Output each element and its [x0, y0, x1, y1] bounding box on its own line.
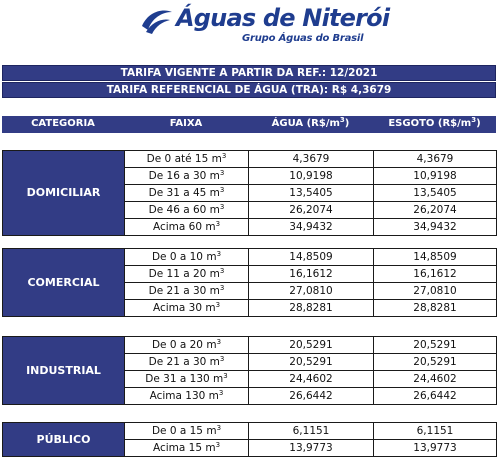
faixa-unit-sup: 3: [219, 203, 225, 211]
faixa-cell: [125, 337, 249, 354]
faixa-unit-sup: 3: [219, 186, 225, 194]
esgoto-value-cell: 4,3679: [374, 151, 497, 168]
table-row: [3, 151, 497, 168]
faixa-cell: [125, 151, 249, 168]
faixa-text: Acima 130 m: [149, 390, 219, 402]
agua-value-cell: 26,2074: [249, 202, 374, 219]
faixa-cell: [125, 440, 249, 457]
faixa-unit-sup: 3: [216, 250, 222, 258]
esgoto-value-cell: 16,1612: [374, 266, 497, 283]
faixa-text: De 16 a 30 m: [148, 170, 220, 182]
column-header-categoria: CATEGORIA: [31, 118, 95, 129]
faixa-text: De 31 a 45 m: [148, 187, 220, 199]
faixa-unit-sup: 3: [216, 424, 222, 432]
column-header-row: [2, 116, 496, 133]
faixa-text: Acima 15 m: [152, 442, 216, 454]
faixa-text: De 0 até 15 m: [146, 153, 222, 165]
faixa-cell: [125, 354, 249, 371]
faixa-cell: [125, 168, 249, 185]
esgoto-value-cell: 27,0810: [374, 283, 497, 300]
agua-value-cell: 20,5291: [249, 337, 374, 354]
esgoto-value-cell: 6,1151: [374, 423, 497, 440]
esgoto-header-text: ESGOTO (R$/m: [388, 118, 472, 129]
agua-value-cell: 13,5405: [249, 185, 374, 202]
esgoto-value-cell: 34,9432: [374, 219, 497, 236]
faixa-text: Acima 60 m: [152, 221, 216, 233]
faixa-cell: [125, 266, 249, 283]
faixa-text: De 11 a 20 m: [148, 268, 220, 280]
esgoto-value-cell: 13,9773: [374, 440, 497, 457]
faixa-unit-sup: 3: [219, 284, 225, 292]
table-row: [3, 337, 497, 354]
faixa-text: De 0 a 15 m: [151, 425, 217, 437]
tarifa-referencial-text: TARIFA REFERENCIAL DE ÁGUA (TRA): R$ 4,3679: [106, 84, 392, 96]
esgoto-value-cell: 24,4602: [374, 371, 497, 388]
tarifa-vigente-banner: [2, 65, 496, 81]
faixa-unit-sup: 3: [215, 220, 221, 228]
esgoto-value-cell: 28,8281: [374, 300, 497, 317]
category-cell: PÚBLICO: [3, 423, 125, 457]
tarifa-referencial-banner: [2, 82, 496, 98]
esgoto-value-cell: 20,5291: [374, 354, 497, 371]
esgoto-header-sup: 3: [471, 116, 477, 124]
agua-value-cell: 6,1151: [249, 423, 374, 440]
agua-value-cell: 4,3679: [249, 151, 374, 168]
column-header-esgoto: [373, 118, 496, 129]
agua-value-cell: 24,4602: [249, 371, 374, 388]
category-cell: INDUSTRIAL: [3, 337, 125, 405]
column-header-agua: [248, 118, 373, 129]
brand-logo: [140, 4, 390, 48]
tarifa-table-group: [2, 150, 497, 236]
esgoto-value-cell: 20,5291: [374, 337, 497, 354]
agua-value-cell: 34,9432: [249, 219, 374, 236]
faixa-unit-sup: 3: [215, 441, 221, 449]
faixa-unit-sup: 3: [219, 169, 225, 177]
tarifa-table-group: [2, 422, 497, 457]
brand-subtitle: Grupo Águas do Brasil: [242, 33, 364, 44]
esgoto-value-cell: 13,5405: [374, 185, 497, 202]
faixa-text: De 21 a 30 m: [148, 356, 220, 368]
esgoto-value-cell: 26,6442: [374, 388, 497, 405]
faixa-unit-sup: 3: [221, 152, 227, 160]
faixa-text: De 31 a 130 m: [145, 373, 224, 385]
faixa-text: Acima 30 m: [152, 302, 216, 314]
tarifa-table-group: [2, 336, 497, 405]
faixa-unit-sup: 3: [215, 301, 221, 309]
category-cell: COMERCIAL: [3, 249, 125, 317]
faixa-unit-sup: 3: [223, 372, 228, 380]
agua-value-cell: 28,8281: [249, 300, 374, 317]
brand-name: Águas de Niterói: [176, 4, 390, 32]
agua-value-cell: 10,9198: [249, 168, 374, 185]
column-header-faixa: FAIXA: [169, 118, 203, 129]
esgoto-header-close: ): [476, 118, 481, 129]
faixa-text: De 46 a 60 m: [148, 204, 220, 216]
agua-value-cell: 20,5291: [249, 354, 374, 371]
table-row: [3, 423, 497, 440]
faixa-cell: [125, 249, 249, 266]
agua-header-close: ): [344, 118, 350, 129]
agua-header-text: ÁGUA (R$/m: [271, 118, 340, 129]
faixa-cell: [125, 388, 249, 405]
faixa-unit-sup: 3: [219, 267, 225, 275]
faixa-cell: [125, 371, 249, 388]
category-cell: DOMICILIAR: [3, 151, 125, 236]
agua-value-cell: 26,6442: [249, 388, 374, 405]
esgoto-value-cell: 26,2074: [374, 202, 497, 219]
faixa-cell: [125, 185, 249, 202]
faixa-text: De 0 a 20 m: [151, 339, 217, 351]
agua-header-sup: 3: [339, 116, 345, 124]
faixa-text: De 21 a 30 m: [148, 285, 220, 297]
faixa-unit-sup: 3: [218, 389, 224, 397]
esgoto-value-cell: 14,8509: [374, 249, 497, 266]
esgoto-value-cell: 10,9198: [374, 168, 497, 185]
faixa-cell: [125, 423, 249, 440]
agua-value-cell: 27,0810: [249, 283, 374, 300]
faixa-cell: [125, 300, 249, 317]
faixa-cell: [125, 202, 249, 219]
tarifa-vigente-text: TARIFA VIGENTE A PARTIR DA REF.: 12/2021: [120, 67, 378, 79]
agua-value-cell: 14,8509: [249, 249, 374, 266]
faixa-cell: [125, 219, 249, 236]
faixa-unit-sup: 3: [216, 338, 222, 346]
tarifa-table-group: [2, 248, 497, 317]
faixa-cell: [125, 283, 249, 300]
faixa-unit-sup: 3: [219, 355, 225, 363]
agua-value-cell: 16,1612: [249, 266, 374, 283]
faixa-text: De 0 a 10 m: [151, 251, 217, 263]
wave-logo-icon: [140, 6, 174, 36]
table-row: [3, 249, 497, 266]
agua-value-cell: 13,9773: [249, 440, 374, 457]
